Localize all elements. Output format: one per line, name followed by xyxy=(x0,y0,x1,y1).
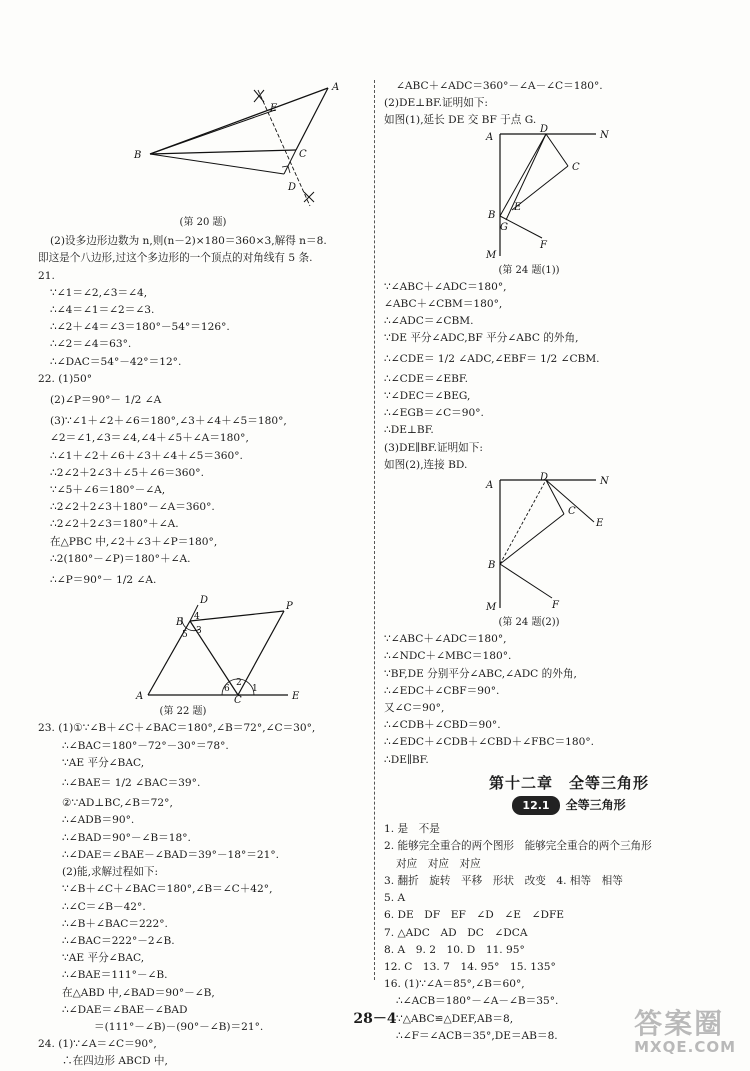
text-line: 在△ABD 中,∠BAD＝90°－∠B, xyxy=(62,986,215,999)
text-line: (2)DE⊥BF.证明如下: xyxy=(384,97,488,110)
fig24a-label-B: B xyxy=(488,209,496,221)
text-line: ∴∠BAC＝222°－2∠B. xyxy=(62,934,175,947)
figure-22-caption: (第 22 题) xyxy=(159,706,207,718)
figure-24-2 xyxy=(480,474,724,614)
fig24a-label-N: N xyxy=(600,129,609,141)
text-line: ∴∠4＝∠1＝∠2＝∠3. xyxy=(50,304,155,317)
text-line: ∴∠2＝∠4＝63°. xyxy=(50,338,132,351)
text-line: ∠2＝∠1,∠3＝∠4,∠4＋∠5＋∠A＝180°, xyxy=(50,432,249,445)
text-line: ∴∠CDE＝ 1/2 ∠ADC,∠EBF＝ 1/2 ∠CBM. xyxy=(384,352,600,365)
figure-20-diagram xyxy=(98,78,348,220)
fig22-label-2: 2 xyxy=(236,678,242,689)
text-line: ∴∠BAE＝111°－∠B. xyxy=(62,969,168,982)
text-line: 24. (1)∵∠A＝∠C＝90°, xyxy=(38,1038,157,1051)
text-line: (2)设多边形边数为 n,则(n－2)×180＝360×3,解得 n＝8. xyxy=(50,235,327,248)
text-line: 又∠C＝90°, xyxy=(384,702,445,715)
section-number-badge: 12.1 xyxy=(512,796,559,815)
text-line: (3)∵∠1＋∠2＋∠6＝180°,∠3＋∠4＋∠5＝180°, xyxy=(50,415,287,428)
text-line: ∴∠1＋∠2＋∠6＋∠3＋∠4＋∠5＝360°. xyxy=(50,449,243,462)
watermark-top: 答案圈 xyxy=(634,1007,725,1040)
fig24a-label-E: E xyxy=(514,201,522,213)
text-line: ②∵AD⊥BC,∠B＝72°, xyxy=(62,797,173,810)
figure-20 xyxy=(98,78,368,220)
text-line: ∴∠NDC＋∠MBC＝180°. xyxy=(384,650,512,663)
text-line: ∵∠B＋∠C＋∠BAC＝180°,∠B＝∠C＋42°, xyxy=(62,883,273,896)
answer-line: ∴∠F＝∠ACB＝35°,DE＝AB＝8. xyxy=(396,1029,558,1042)
text-line: (2)能,求解过程如下: xyxy=(62,866,159,879)
question-number: 21. xyxy=(38,269,55,282)
fig24a-label-M: M xyxy=(486,249,497,261)
chapter-title: 第十二章 全等三角形 xyxy=(488,773,649,792)
page-number: 28－4 xyxy=(353,1011,397,1027)
fig22-label-5: 5 xyxy=(182,630,188,641)
answer-line: 1. 是 不是 xyxy=(384,823,440,836)
fig24b-label-F: F xyxy=(552,600,559,612)
text-line: ∴DE∥BF. xyxy=(384,753,429,766)
text-line: ∴∠EDC＋∠CDB＋∠CBD＋∠FBC＝180°. xyxy=(384,736,595,749)
fig24b-label-N: N xyxy=(600,476,609,488)
text-line: ∵∠DEC＝∠BEG, xyxy=(384,390,471,403)
fig20-label-C: C xyxy=(299,149,307,160)
text-line: ∴∠B＋∠BAC＝222°. xyxy=(62,917,168,930)
fig22-label-1: 1 xyxy=(252,684,258,695)
fig22-label-D: D xyxy=(200,595,209,607)
fig22-label-6: 6 xyxy=(224,684,230,695)
text-line: ∴DE⊥BF. xyxy=(384,424,434,437)
fig24b-label-C: C xyxy=(568,506,576,518)
text-line: ∴∠CDB＋∠CBD＝90°. xyxy=(384,719,501,732)
answer-line: 对应 对应 对应 xyxy=(396,857,481,870)
answer-line: 6. DE DF EF ∠D ∠E ∠DFE xyxy=(384,909,565,922)
fig22-label-A: A xyxy=(136,691,144,703)
text-line: (3)DE∥BF.证明如下: xyxy=(384,441,483,454)
figure-22-diagram xyxy=(118,593,318,707)
text-line: ∴∠C＝∠B－42°. xyxy=(62,900,146,913)
text-line: ∴∠EDC＋∠CBF＝90°. xyxy=(384,684,500,697)
fig20-label-D: D xyxy=(288,182,297,193)
text-line: ∴∠CDE＝∠EBF. xyxy=(384,372,469,385)
answer-line: ∵△ABC≌△DEF,AB＝8, xyxy=(396,1012,514,1025)
fig24b-label-A: A xyxy=(486,480,494,492)
section-title: 全等三角形 xyxy=(565,798,626,813)
text-line: (2)∠P＝90°－ 1/2 ∠A xyxy=(50,394,162,407)
fig24a-label-A: A xyxy=(486,131,494,143)
fig24b-label-E: E xyxy=(596,518,604,530)
text-line: ∠ABC＋∠ADC＝360°－∠A－∠C＝180°. xyxy=(396,80,603,92)
fig22-label-3: 3 xyxy=(196,626,202,637)
watermark-logo xyxy=(634,1002,736,1056)
section-heading xyxy=(414,796,724,815)
text-line: 如图(2),连接 BD. xyxy=(384,458,468,471)
fig20-label-E: E xyxy=(270,103,278,114)
right-column xyxy=(384,78,724,1045)
text-line: ＝(111°－∠B)－(90°－∠B)＝21°. xyxy=(94,1020,264,1033)
figure-24-1-diagram xyxy=(480,123,620,262)
text-line: ∵DE 平分∠ADC,BF 平分∠ABC 的外角, xyxy=(384,332,579,345)
text-line: ∴∠BAD＝90°－∠B＝18°. xyxy=(62,831,191,844)
column-divider xyxy=(374,80,375,980)
text-line: ∴在四边形 ABCD 中, xyxy=(62,1055,168,1068)
text-line: ∴∠DAE＝∠BAE－∠BAD xyxy=(62,1003,188,1016)
figure-22 xyxy=(118,593,368,707)
figure-24-1-caption: (第 24 题(1)) xyxy=(498,264,560,276)
fig22-label-4: 4 xyxy=(194,612,200,623)
text-line: ∵∠5＋∠6＝180°－∠A, xyxy=(50,484,166,497)
answer-line: 12. C 13. 7 14. 95° 15. 135° xyxy=(384,960,556,973)
answer-line: 16. (1)∵∠A＝85°,∠B＝60°, xyxy=(384,978,525,991)
answer-line: 7. △ADC AD DC ∠DCA xyxy=(384,926,528,939)
text-line: 23. (1)①∵∠B＋∠C＋∠BAC＝180°,∠B＝72°,∠C＝30°, xyxy=(38,722,316,735)
question-number: 22. (1)50° xyxy=(38,372,92,385)
fig22-label-B: B xyxy=(176,617,184,629)
fig24a-label-D: D xyxy=(540,123,549,135)
text-line: 在△PBC 中,∠2＋∠3＋∠P＝180°, xyxy=(50,535,218,548)
fig20-label-A: A xyxy=(332,82,340,93)
fig24b-label-M: M xyxy=(486,602,497,614)
figure-24-1 xyxy=(480,123,724,262)
fig22-label-C: C xyxy=(234,695,242,707)
text-line: ∵AE 平分∠BAC, xyxy=(62,756,145,769)
answer-line: 3. 翻折 旋转 平移 形状 改变 4. 相等 相等 xyxy=(384,874,623,887)
text-line: ∴∠EGB＝∠C＝90°. xyxy=(384,407,484,420)
text-line: ∴2∠2＋2∠3＝180°＋∠A. xyxy=(50,518,179,531)
text-line: ∴2∠2＋2∠3＋∠5＋∠6＝360°. xyxy=(50,466,204,479)
text-line: ∵∠ABC＋∠ADC＝180°, xyxy=(384,633,507,646)
fig20-label-B: B xyxy=(134,150,142,161)
text-line: ∵AE 平分∠BAC, xyxy=(62,952,145,965)
fig24b-label-D: D xyxy=(540,472,549,484)
text-line: ∵∠ABC＋∠ADC＝180°, xyxy=(384,280,507,293)
answer-line: ∴∠ACB＝180°－∠A－∠B＝35°. xyxy=(396,995,559,1008)
answer-line: 8. A 9. 2 10. D 11. 95° xyxy=(384,943,525,956)
fig22-label-E: E xyxy=(292,691,300,703)
answer-line: 2. 能够完全重合的两个图形 能够完全重合的两个三角形 xyxy=(384,840,652,853)
fig24b-label-B: B xyxy=(488,560,496,572)
text-line: ∠ABC＋∠CBM＝180°, xyxy=(384,298,503,311)
left-column xyxy=(38,78,368,1071)
text-line: 如图(1),延长 DE 交 BF 于点 G. xyxy=(384,114,537,127)
figure-20-caption: (第 20 题) xyxy=(179,217,227,228)
text-line: ∴∠ADC＝∠CBM. xyxy=(384,315,474,328)
text-line: ∴∠BAC＝180°－72°－30°＝78°. xyxy=(62,739,229,752)
text-line: ∴∠P＝90°－ 1/2 ∠A. xyxy=(50,574,157,587)
text-line: ∴2∠2＋2∠3＋180°－∠A＝360°. xyxy=(50,501,215,514)
fig24a-label-F: F xyxy=(540,239,547,251)
answer-line: 5. A xyxy=(384,892,406,905)
text-line: ∴∠ADB＝90°. xyxy=(62,814,135,827)
figure-24-2-diagram xyxy=(480,474,620,614)
figure-24-2-caption: (第 24 题(2)) xyxy=(498,617,560,629)
fig22-label-P: P xyxy=(286,601,293,613)
text-line: 即这是个八边形,过这个多边形的一个顶点的对角线有 5 条. xyxy=(38,252,313,265)
text-line: ∴∠DAE＝∠BAE－∠BAD＝39°－18°＝21°. xyxy=(62,848,280,861)
text-line: ∴∠BAE＝ 1/2 ∠BAC＝39°. xyxy=(62,777,201,790)
text-line: ∴∠2＋∠4＝∠3＝180°－54°＝126°. xyxy=(50,321,230,334)
watermark-bottom: MXQE.COM xyxy=(634,1038,736,1056)
fig24a-label-C: C xyxy=(572,161,580,173)
text-line: ∴2(180°－∠P)＝180°＋∠A. xyxy=(50,552,191,565)
text-line: ∴∠DAC＝54°－42°＝12°. xyxy=(50,355,182,368)
fig24a-label-G: G xyxy=(500,221,508,233)
text-line: ∵BF,DE 分别平分∠ABC,∠ADC 的外角, xyxy=(384,667,577,680)
text-line: ∵∠1＝∠2,∠3＝∠4, xyxy=(50,286,148,299)
